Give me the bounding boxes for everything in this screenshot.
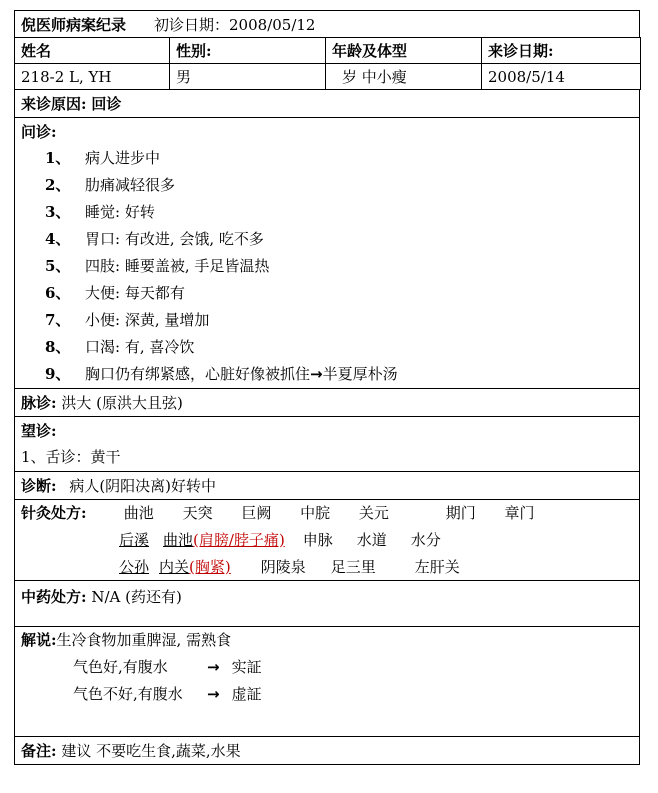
- explanation-line-3: [21, 681, 633, 708]
- acupoint: 关元: [358, 504, 389, 522]
- inquiry-section: [14, 118, 640, 389]
- visit-date-value: 2008/5/14: [482, 64, 641, 90]
- name-header: 姓名: [15, 38, 170, 64]
- inquiry-item: 5、 四肢: 睡要盖被, 手足皆温热: [45, 257, 270, 275]
- age-build-header: 年龄及体型: [326, 38, 482, 64]
- herbal-section: [14, 581, 640, 627]
- arrow-right-icon: →: [207, 685, 220, 703]
- explanation-label: 解说:: [21, 631, 57, 649]
- pulse-section: [14, 389, 640, 417]
- arrow-right-icon: →: [310, 365, 323, 383]
- acupoint: 水分: [410, 531, 441, 549]
- explanation-text: 生冷食物加重脾湿, 需熟食: [56, 631, 232, 649]
- inquiry-item: 7、 小便: 深黄, 量增加: [45, 311, 210, 329]
- acupoint: 申脉: [302, 531, 333, 549]
- explanation-section: [14, 627, 640, 737]
- acupoint: 章门: [504, 504, 535, 522]
- inquiry-label: 问诊:: [21, 123, 57, 141]
- medical-record-sheet: [14, 10, 640, 765]
- info-header-row: [15, 38, 641, 64]
- explanation-result: 虚証: [231, 685, 262, 703]
- inquiry-item: 2、 肋痛减轻很多: [45, 176, 176, 194]
- inquiry-item: 9、 胸口仍有绑紧感，心脏好像被抓住→半夏厚朴汤: [45, 365, 398, 383]
- patient-info-table: [14, 37, 641, 90]
- record-header: [14, 10, 640, 37]
- record-title: 倪医师病案纪录: [21, 15, 127, 34]
- diagnosis-label: 诊断:: [21, 477, 57, 495]
- visit-reason-label: 来诊原因:: [21, 95, 87, 113]
- pulse-value: 洪大 (原洪大且弦): [61, 394, 183, 412]
- inquiry-item: 4、 胃口: 有改进, 会饿, 吃不多: [45, 230, 264, 248]
- explanation-text: 气色好,有腹水: [73, 658, 168, 676]
- visit-date-header: 来诊日期:: [482, 38, 641, 64]
- formula-name: 半夏厚朴汤: [322, 365, 398, 383]
- acupuncture-label: 针灸处方:: [21, 504, 87, 522]
- age-build-value: 岁 中小瘦: [326, 64, 482, 90]
- acupoint: 曲池: [123, 504, 154, 522]
- acupoint: 曲池: [163, 531, 194, 549]
- visit-reason-value: 回诊: [91, 95, 122, 113]
- acupoint: 阴陵泉: [260, 558, 306, 576]
- inquiry-item: 8、 口渴: 有, 喜冷饮: [45, 338, 195, 356]
- acupoint: 内关: [159, 558, 190, 576]
- gender-value: 男: [170, 64, 326, 90]
- herbal-value: N/A (药还有): [91, 588, 182, 606]
- observation-section: [14, 417, 640, 472]
- explanation-line-2: [21, 654, 633, 681]
- acupoint: 巨阙: [241, 504, 272, 522]
- acupoint-note: (胸紧): [189, 558, 231, 576]
- first-visit-date: 初诊日期：2008/05/12: [154, 15, 316, 34]
- patient-id: 218-2 L, YH: [15, 64, 170, 90]
- acupoint: 后溪: [119, 531, 150, 549]
- acupoint: 公孙: [119, 558, 150, 576]
- acupuncture-row-1: [21, 500, 633, 527]
- tongue-diagnosis: 1、舌诊：黄干: [21, 448, 121, 466]
- explanation-line-1: [21, 627, 633, 654]
- arrow-right-icon: →: [207, 658, 220, 676]
- remarks-section: [14, 737, 640, 765]
- pulse-label: 脉诊:: [21, 394, 57, 412]
- acupoint-note: (肩膀/脖子痛): [193, 531, 285, 549]
- acupuncture-row-3: [21, 554, 633, 581]
- explanation-result: 实証: [231, 658, 262, 676]
- acupoint: 水道: [356, 531, 387, 549]
- remarks-value: 建议 不要吃生食,蔬菜,水果: [61, 742, 241, 760]
- gender-header: 性别:: [170, 38, 326, 64]
- explanation-text: 气色不好,有腹水: [73, 685, 183, 703]
- acupoint: 足三里: [330, 558, 376, 576]
- info-value-row: [15, 64, 641, 90]
- diagnosis-value: 病人(阴阳决离)好转中: [69, 477, 217, 495]
- diagnosis-section: [14, 472, 640, 500]
- observation-label: 望诊:: [21, 422, 57, 440]
- remarks-label: 备注:: [21, 742, 57, 760]
- acupoint: 天突: [182, 504, 213, 522]
- inquiry-item: 1、 病人进步中: [45, 149, 161, 167]
- visit-reason-section: [14, 90, 640, 118]
- acupuncture-section: [14, 500, 640, 581]
- inquiry-item: 6、 大便: 每天都有: [45, 284, 185, 302]
- acupoint: 左肝关: [414, 558, 460, 576]
- acupoint: 期门: [445, 504, 476, 522]
- acupuncture-row-2: [21, 527, 633, 554]
- acupoint: 中脘: [300, 504, 331, 522]
- herbal-label: 中药处方:: [21, 588, 87, 606]
- inquiry-item: 3、 睡觉: 好转: [45, 203, 155, 221]
